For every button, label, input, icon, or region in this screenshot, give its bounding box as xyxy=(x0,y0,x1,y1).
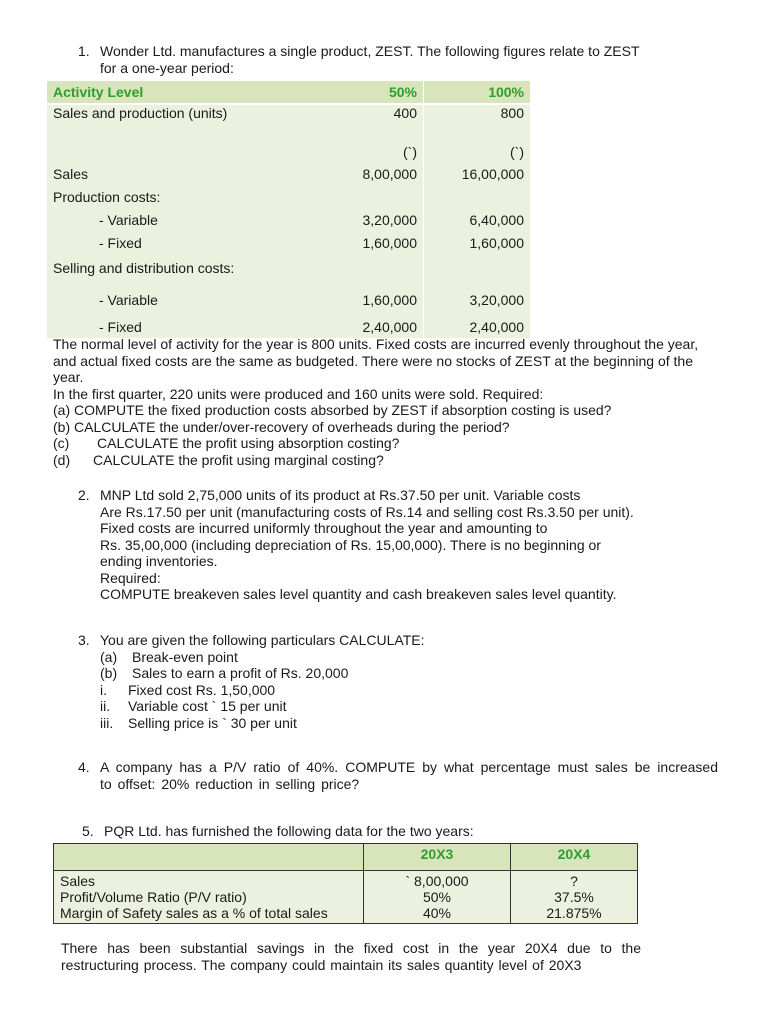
particular-text: Selling price is ` 30 per unit xyxy=(128,714,297,731)
row-value-100: 800 xyxy=(424,104,531,138)
requirement-label: (c) xyxy=(53,435,70,451)
row-value-100 xyxy=(424,185,531,208)
requirement-text: COMPUTE the fixed production costs absorbed by ZEST if absorption costing is used? xyxy=(74,402,612,418)
question-4 xyxy=(78,759,718,792)
question-2-line: Are Rs.17.50 per unit (manufacturing costs of Rs.14 and selling cost Rs.3.50 per unit). xyxy=(100,503,634,520)
header-100-percent: 100% xyxy=(424,81,531,104)
question-3-intro: You are given the following particulars CALCULATE: xyxy=(100,632,425,648)
row-value-100 xyxy=(424,254,531,292)
pqr-data-table xyxy=(53,843,638,924)
requirement-label: (d) xyxy=(53,451,71,468)
question-3-particular xyxy=(100,682,718,699)
item-text: Break-even point xyxy=(132,648,238,665)
label-margin-of-safety: Margin of Safety sales as a % of total sales xyxy=(60,905,328,921)
values-20x4 xyxy=(511,871,638,924)
requirement-label: (a) xyxy=(53,402,71,418)
requirement-text: CALCULATE the profit using marginal costing? xyxy=(93,451,384,468)
row-value-50: 1,60,000 xyxy=(297,292,424,315)
requirement-label: (b) xyxy=(53,418,71,435)
row-label: Production costs: xyxy=(47,185,297,208)
table-row xyxy=(47,185,530,208)
header-blank xyxy=(54,844,364,871)
table-row xyxy=(47,254,530,292)
row-value-50: (`) xyxy=(297,138,424,162)
question-4-number: 4. xyxy=(78,759,90,775)
question-3-item xyxy=(100,665,718,682)
header-50-percent: 50% xyxy=(297,81,424,104)
row-label: - Fixed xyxy=(47,315,297,338)
question-2-line: ending inventories. xyxy=(100,553,218,569)
question-3-particular xyxy=(100,715,718,732)
sales-20x3: ` 8,00,000 xyxy=(405,873,469,889)
row-value-100: 16,00,000 xyxy=(424,162,531,185)
item-text: Sales to earn a profit of Rs. 20,000 xyxy=(132,665,349,681)
table-row xyxy=(47,208,530,231)
row-value-100: (`) xyxy=(424,138,531,162)
row-label xyxy=(47,138,297,162)
requirement-item xyxy=(53,402,713,419)
label-pv-ratio: Profit/Volume Ratio (P/V ratio) xyxy=(60,889,247,905)
particular-label: iii. xyxy=(100,714,114,731)
pv-ratio-20x3: 50% xyxy=(422,889,452,905)
question-5-intro: PQR Ltd. has furnished the following data for the two years: xyxy=(104,823,474,839)
question-5-number: 5. xyxy=(82,823,94,839)
question-1-number: 1. xyxy=(78,43,90,59)
requirement-text: CALCULATE the profit using absorption costing? xyxy=(97,435,400,451)
question-2-line: Required: xyxy=(100,569,161,586)
row-value-50: 8,00,000 xyxy=(297,162,424,185)
table-row xyxy=(54,871,638,924)
question-1-intro xyxy=(78,43,718,76)
requirement-item xyxy=(53,435,713,452)
item-label: (a) xyxy=(100,648,118,665)
header-activity-level: Activity Level xyxy=(47,81,297,104)
row-label: - Variable xyxy=(47,292,297,315)
question-4-text: A company has a P/V ratio of 40%. COMPUTE by what percentage must sales be increased to offset: 20% reduction in selling price? xyxy=(100,759,718,792)
row-value-50 xyxy=(297,185,424,208)
row-label: - Variable xyxy=(47,208,297,231)
header-20x4: 20X4 xyxy=(511,844,638,871)
particular-label: i. xyxy=(100,681,107,698)
question-1-intro-line1: Wonder Ltd. manufactures a single product, ZEST. The following figures relate to ZEST xyxy=(100,43,640,59)
table-header-row xyxy=(54,844,638,871)
row-value-50: 1,60,000 xyxy=(297,231,424,254)
row-value-50: 400 xyxy=(297,104,424,138)
row-value-100: 1,60,000 xyxy=(424,231,531,254)
sales-20x4: ? xyxy=(570,873,578,889)
question-1-intro-line2: for a one-year period: xyxy=(100,59,234,76)
question-3-particular xyxy=(100,698,718,715)
row-label: Selling and distribution costs: xyxy=(47,254,297,292)
particular-text: Variable cost ` 15 per unit xyxy=(128,698,287,714)
table-row xyxy=(47,104,530,138)
item-label: (b) xyxy=(100,665,118,681)
margin-of-safety-20x4: 21.875% xyxy=(546,905,602,921)
particular-label: ii. xyxy=(100,698,111,714)
requirement-item xyxy=(53,419,713,436)
question-3-number: 3. xyxy=(78,632,90,648)
question-5 xyxy=(82,823,722,840)
requirement-item xyxy=(53,452,713,469)
question-1-body xyxy=(53,336,713,468)
label-sales: Sales xyxy=(60,873,96,889)
header-20x3: 20X3 xyxy=(364,844,511,871)
question-2-line: MNP Ltd sold 2,75,000 units of its product at Rs.37.50 per unit. Variable costs xyxy=(100,487,581,503)
row-label: Sales xyxy=(47,162,297,185)
question-5-paragraph: There has been substantial savings in the fixed cost in the year 20X4 due to the restructuring process. The company could maintain its sales quantity level of 20X3 xyxy=(61,940,641,973)
row-label: - Fixed xyxy=(47,231,297,254)
table-row xyxy=(47,231,530,254)
question-1-required: In the first quarter, 220 units were produced and 160 units were sold. Required: xyxy=(53,385,544,402)
question-1-paragraph: The normal level of activity for the year is 800 units. Fixed costs are incurred evenly throughout the year, and actual fixed costs are the same as budgeted. There were no stocks of ZEST at the beginning of the year. xyxy=(53,336,699,385)
question-2-line: Rs. 35,00,000 (including depreciation of Rs. 15,00,000). There is no beginning or xyxy=(100,536,601,553)
values-20x3 xyxy=(364,871,511,924)
table-header-row xyxy=(47,81,530,104)
row-value-100: 3,20,000 xyxy=(424,292,531,315)
row-value-100: 2,40,000 xyxy=(424,315,531,338)
table-row xyxy=(47,292,530,315)
requirement-text: CALCULATE the under/over-recovery of overheads during the period? xyxy=(74,418,510,435)
metric-labels xyxy=(54,871,364,924)
particular-text: Fixed cost Rs. 1,50,000 xyxy=(128,681,276,698)
question-2-line: COMPUTE breakeven sales level quantity and cash breakeven sales level quantity. xyxy=(100,586,617,602)
row-label: Sales and production (units) xyxy=(47,104,297,138)
pv-ratio-20x4: 37.5% xyxy=(554,889,594,905)
row-value-50 xyxy=(297,254,424,292)
table-row xyxy=(47,138,530,162)
question-2-number: 2. xyxy=(78,487,90,503)
row-value-100: 6,40,000 xyxy=(424,208,531,231)
table-row xyxy=(47,162,530,185)
zest-activity-table xyxy=(47,81,530,338)
table-row xyxy=(47,315,530,338)
margin-of-safety-20x3: 40% xyxy=(422,905,452,921)
row-value-50: 2,40,000 xyxy=(297,315,424,338)
question-3 xyxy=(78,632,718,731)
row-value-50: 3,20,000 xyxy=(297,208,424,231)
question-3-item xyxy=(100,649,718,666)
question-2 xyxy=(78,487,718,603)
question-2-line: Fixed costs are incurred uniformly throughout the year and amounting to xyxy=(100,520,548,536)
